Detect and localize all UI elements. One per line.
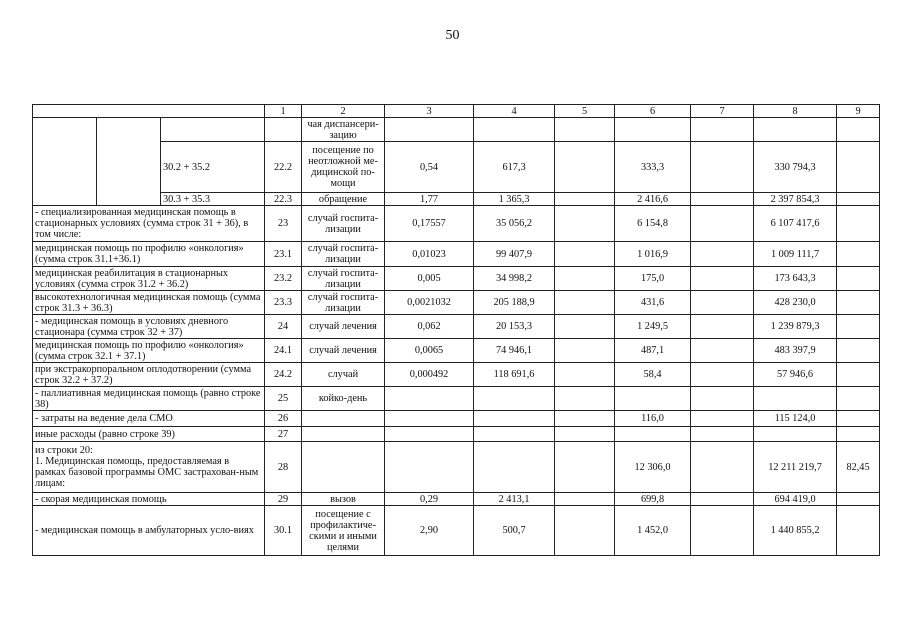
cell-value: 6 154,8 xyxy=(615,206,691,242)
cell-formula xyxy=(161,118,265,142)
cell-value: 34 998,2 xyxy=(474,267,555,291)
cell-value xyxy=(754,427,837,442)
cell-code: 26 xyxy=(265,411,302,427)
table-row xyxy=(33,427,880,442)
cell-value: 330 794,3 xyxy=(754,142,837,193)
cell-value: 118 691,6 xyxy=(474,363,555,387)
cell-value xyxy=(837,206,880,242)
cell-value xyxy=(385,118,474,142)
cell-value: 82,45 xyxy=(837,442,880,493)
cell-value xyxy=(691,493,754,506)
cell-code xyxy=(265,118,302,142)
cell-value xyxy=(691,315,754,339)
cell-value xyxy=(691,267,754,291)
cell-unit: случай госпита-лизации xyxy=(302,242,385,267)
cell-value xyxy=(837,315,880,339)
cell-value xyxy=(555,387,615,411)
cell-unit: чая диспансери-зацию xyxy=(302,118,385,142)
table-row xyxy=(33,242,880,267)
cell-code: 28 xyxy=(265,442,302,493)
cell-unit: посещение с профилактиче-скими и иными целями xyxy=(302,506,385,556)
cell-value: 0,000492 xyxy=(385,363,474,387)
cell-value xyxy=(474,427,555,442)
cell-value xyxy=(837,493,880,506)
table-row xyxy=(33,387,880,411)
cell-value xyxy=(385,442,474,493)
cell-value: 1,77 xyxy=(385,193,474,206)
header-cell: 8 xyxy=(754,105,837,118)
cell-unit: посещение по неотложной ме-дицинской по-мощи xyxy=(302,142,385,193)
cell-value: 115 124,0 xyxy=(754,411,837,427)
cell-value xyxy=(474,387,555,411)
cell-label: - медицинская помощь в амбулаторных усло-виях xyxy=(33,506,265,556)
cell-label: иные расходы (равно строке 39) xyxy=(33,427,265,442)
cell-label: при экстракорпоральном оплодотворении (сумма строк 32.2 + 37.2) xyxy=(33,363,265,387)
cell-value: 431,6 xyxy=(615,291,691,315)
cell-value xyxy=(615,118,691,142)
cell-code: 25 xyxy=(265,387,302,411)
cell-value xyxy=(691,442,754,493)
cell-value: 175,0 xyxy=(615,267,691,291)
cell-value: 74 946,1 xyxy=(474,339,555,363)
cell-value xyxy=(691,118,754,142)
cell-value xyxy=(555,206,615,242)
cell-unit xyxy=(302,411,385,427)
header-cell: 3 xyxy=(385,105,474,118)
cell-value: 428 230,0 xyxy=(754,291,837,315)
cell-value: 1 452,0 xyxy=(615,506,691,556)
cell-code: 23 xyxy=(265,206,302,242)
cell-value xyxy=(691,206,754,242)
financing-table xyxy=(32,104,880,556)
cell-value xyxy=(555,267,615,291)
header-cell: 5 xyxy=(555,105,615,118)
table-row xyxy=(33,142,880,193)
cell-value: 0,062 xyxy=(385,315,474,339)
table-row xyxy=(33,363,880,387)
cell-unit xyxy=(302,427,385,442)
cell-code: 23.3 xyxy=(265,291,302,315)
cell-value xyxy=(691,506,754,556)
table-row xyxy=(33,411,880,427)
cell-value: 0,29 xyxy=(385,493,474,506)
table-row xyxy=(33,291,880,315)
cell-value: 116,0 xyxy=(615,411,691,427)
cell-value: 0,01023 xyxy=(385,242,474,267)
cell-value xyxy=(555,493,615,506)
cell-code: 22.2 xyxy=(265,142,302,193)
table-row xyxy=(33,442,880,493)
cell-value xyxy=(615,387,691,411)
cell-unit: случай госпита-лизации xyxy=(302,291,385,315)
cell-value: 57 946,6 xyxy=(754,363,837,387)
cell-value: 0,17557 xyxy=(385,206,474,242)
cell-value xyxy=(555,118,615,142)
cell-code: 23.1 xyxy=(265,242,302,267)
cell-value xyxy=(555,242,615,267)
cell-group-b xyxy=(97,118,161,206)
cell-code: 27 xyxy=(265,427,302,442)
cell-value xyxy=(754,118,837,142)
cell-value xyxy=(691,193,754,206)
table-row xyxy=(33,193,880,206)
cell-label: высокотехнологичная медицинская помощь (сумма строк 31.3 + 36.3) xyxy=(33,291,265,315)
cell-value xyxy=(837,242,880,267)
cell-value xyxy=(555,339,615,363)
cell-value xyxy=(754,387,837,411)
table-row xyxy=(33,118,880,142)
cell-value xyxy=(555,442,615,493)
cell-code: 30.1 xyxy=(265,506,302,556)
cell-value: 0,005 xyxy=(385,267,474,291)
cell-unit: случай госпита-лизации xyxy=(302,267,385,291)
cell-label: - скорая медицинская помощь xyxy=(33,493,265,506)
cell-value: 205 188,9 xyxy=(474,291,555,315)
cell-value xyxy=(837,411,880,427)
cell-value: 487,1 xyxy=(615,339,691,363)
cell-value xyxy=(691,291,754,315)
header-cell: 4 xyxy=(474,105,555,118)
cell-unit: случай лечения xyxy=(302,339,385,363)
cell-label: из строки 20: 1. Медицинская помощь, предоставляемая в рамках базовой программы ОМС застрахован-ным лицам: xyxy=(33,442,265,493)
header-cell-label xyxy=(33,105,265,118)
cell-value: 1 249,5 xyxy=(615,315,691,339)
cell-label: - затраты на ведение дела СМО xyxy=(33,411,265,427)
cell-value: 20 153,3 xyxy=(474,315,555,339)
cell-value xyxy=(615,427,691,442)
cell-value xyxy=(474,442,555,493)
table-row xyxy=(33,206,880,242)
cell-value xyxy=(474,411,555,427)
header-cell: 1 xyxy=(265,105,302,118)
cell-value xyxy=(837,291,880,315)
cell-value: 2,90 xyxy=(385,506,474,556)
header-cell: 9 xyxy=(837,105,880,118)
cell-value xyxy=(474,118,555,142)
cell-label: медицинская реабилитация в стационарных условиях (сумма строк 31.2 + 36.2) xyxy=(33,267,265,291)
cell-value xyxy=(837,118,880,142)
cell-value xyxy=(555,142,615,193)
cell-code: 24 xyxy=(265,315,302,339)
cell-value: 173 643,3 xyxy=(754,267,837,291)
cell-unit: койко-день xyxy=(302,387,385,411)
header-cell: 6 xyxy=(615,105,691,118)
cell-value xyxy=(555,506,615,556)
table-row xyxy=(33,506,880,556)
cell-value: 0,0065 xyxy=(385,339,474,363)
table-row xyxy=(33,267,880,291)
cell-code: 24.1 xyxy=(265,339,302,363)
cell-label: - паллиативная медицинская помощь (равно строке 38) xyxy=(33,387,265,411)
cell-value xyxy=(837,363,880,387)
cell-unit: случай госпита-лизации xyxy=(302,206,385,242)
cell-value xyxy=(555,291,615,315)
cell-value: 500,7 xyxy=(474,506,555,556)
cell-label: - специализированная медицинская помощь в стационарных условиях (сумма строк 31 + 36), в том числе: xyxy=(33,206,265,242)
cell-value: 2 416,6 xyxy=(615,193,691,206)
cell-value: 617,3 xyxy=(474,142,555,193)
cell-value: 99 407,9 xyxy=(474,242,555,267)
cell-label: медицинская помощь по профилю «онкология» (сумма строк 31.1+36.1) xyxy=(33,242,265,267)
cell-value: 1 016,9 xyxy=(615,242,691,267)
cell-value: 2 413,1 xyxy=(474,493,555,506)
cell-value: 12 211 219,7 xyxy=(754,442,837,493)
cell-unit: случай xyxy=(302,363,385,387)
column-number-row xyxy=(33,105,880,118)
cell-code: 29 xyxy=(265,493,302,506)
cell-value xyxy=(385,411,474,427)
cell-value xyxy=(837,387,880,411)
cell-label: - медицинская помощь в условиях дневного стационара (сумма строк 32 + 37) xyxy=(33,315,265,339)
cell-value xyxy=(837,506,880,556)
cell-value xyxy=(385,427,474,442)
cell-value xyxy=(385,387,474,411)
page-number: 50 xyxy=(445,28,460,43)
cell-value: 0,0021032 xyxy=(385,291,474,315)
cell-value: 483 397,9 xyxy=(754,339,837,363)
cell-value: 699,8 xyxy=(615,493,691,506)
cell-value: 1 365,3 xyxy=(474,193,555,206)
cell-value: 1 239 879,3 xyxy=(754,315,837,339)
cell-value xyxy=(555,411,615,427)
cell-value xyxy=(837,267,880,291)
cell-value: 35 056,2 xyxy=(474,206,555,242)
cell-value xyxy=(555,193,615,206)
cell-value: 58,4 xyxy=(615,363,691,387)
cell-group-a xyxy=(33,118,97,206)
cell-code: 24.2 xyxy=(265,363,302,387)
cell-value: 1 009 111,7 xyxy=(754,242,837,267)
cell-value: 0,54 xyxy=(385,142,474,193)
cell-value: 2 397 854,3 xyxy=(754,193,837,206)
cell-unit xyxy=(302,442,385,493)
cell-value xyxy=(691,387,754,411)
cell-value xyxy=(691,427,754,442)
table-row xyxy=(33,493,880,506)
cell-value xyxy=(691,242,754,267)
cell-unit: случай лечения xyxy=(302,315,385,339)
cell-value xyxy=(691,142,754,193)
table-row xyxy=(33,339,880,363)
cell-value xyxy=(555,427,615,442)
cell-value xyxy=(837,339,880,363)
cell-value xyxy=(837,142,880,193)
cell-code: 23.2 xyxy=(265,267,302,291)
cell-formula: 30.3 + 35.3 xyxy=(161,193,265,206)
cell-value xyxy=(691,411,754,427)
cell-value xyxy=(555,363,615,387)
cell-formula: 30.2 + 35.2 xyxy=(161,142,265,193)
cell-unit: вызов xyxy=(302,493,385,506)
cell-value: 333,3 xyxy=(615,142,691,193)
header-cell: 2 xyxy=(302,105,385,118)
cell-unit: обращение xyxy=(302,193,385,206)
cell-value: 694 419,0 xyxy=(754,493,837,506)
cell-value xyxy=(691,339,754,363)
cell-value xyxy=(837,427,880,442)
table-row xyxy=(33,315,880,339)
cell-value xyxy=(837,193,880,206)
cell-code: 22.3 xyxy=(265,193,302,206)
cell-value xyxy=(691,363,754,387)
cell-value: 1 440 855,2 xyxy=(754,506,837,556)
cell-value xyxy=(555,315,615,339)
cell-value: 6 107 417,6 xyxy=(754,206,837,242)
cell-value: 12 306,0 xyxy=(615,442,691,493)
cell-label: медицинская помощь по профилю «онкология» (сумма строк 32.1 + 37.1) xyxy=(33,339,265,363)
header-cell: 7 xyxy=(691,105,754,118)
